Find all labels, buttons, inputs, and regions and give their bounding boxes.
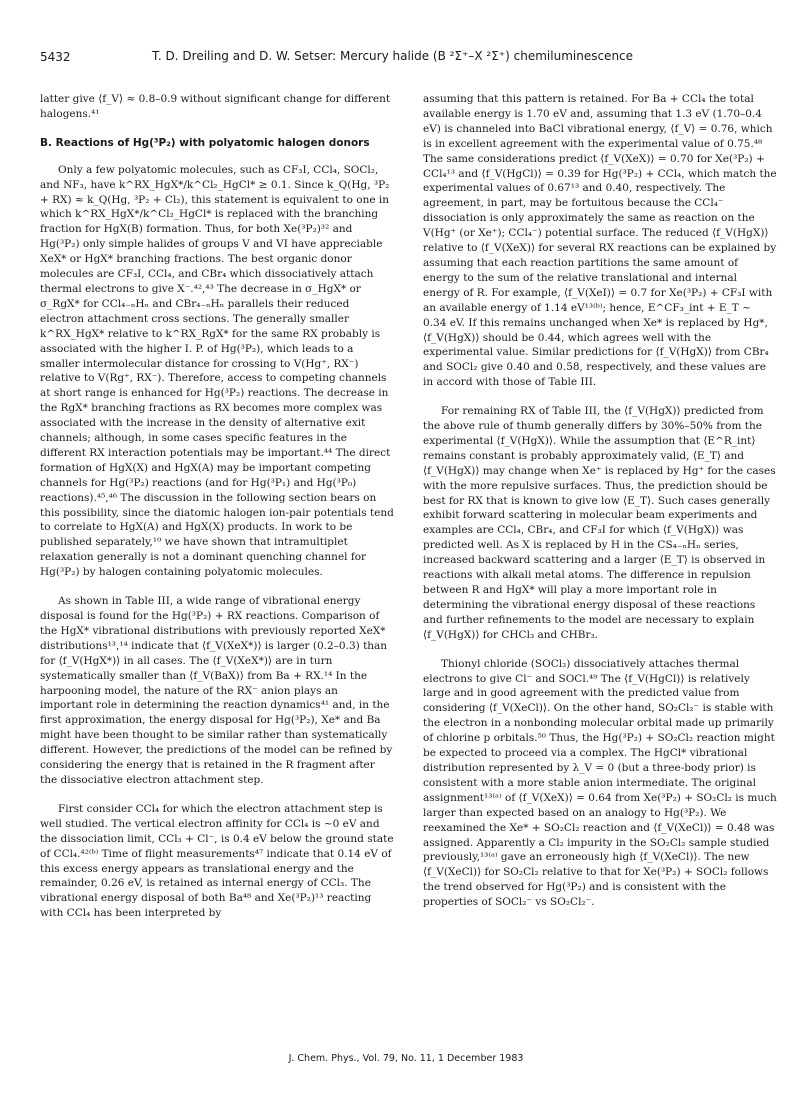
right-column [423, 92, 777, 910]
right-paragraph-1: assuming that this pattern is retained. For Ba + CCl₄ the total available energy is 1.70 eV and, assuming that 1.3 eV (1.70–0.4 eV) is channeled into BaCl vibrational energy, ⟨f_V⟩ = 0.76, which is in excellent agreement with the experimental value of 0.75.⁴⁸ The same considerations predict ⟨f_V(XeX)⟩ = 0.70 for Xe(³P₂) + CCl₄¹³ and ⟨f_V(HgCl)⟩ = 0.39 for Hg(³P₂) + CCl₄, which match the experimental values of 0.67¹³ and 0.40, respectively. The agreement, in part, may be fortuitous because the CCl₄⁻ dissociation is only approximately the same as reaction on the V(Hg⁺ (or Xe⁺); CCl₄⁻) potential surface. The reduced ⟨f_V(HgX)⟩ relative to ⟨f_V(XeX)⟩ for several RX reactions can be explained by assuming that each reaction partitions the same amount of energy to the sum of the relative translational and internal energy of R. For example, ⟨f_V(XeI)⟩ = 0.7 for Xe(³P₂) + CF₃I with an available energy of 1.14 eV¹³⁽ᵇ⁾; hence, E^CF₃_int + E_T ~ 0.34 eV. If this remains unchanged when Xe* is replaced by Hg*, ⟨f_V(HgX)⟩ should be 0.44, which agrees well with the experimental value. Similar predictions for ⟨f_V(HgX)⟩ from CBr₄ and SOCl₂ give 0.40 and 0.58, respectively, and these values are in accord with those of Table III. [423, 93, 777, 389]
left-paragraph-3: First consider CCl₄ for which the electron attachment step is well studied. The vertical electron affinity for CCl₄ is ~0 eV and the dissociation limit, CCl₃ + Cl⁻, is 0.4 eV below the ground state of CCl₄.⁴²⁽ᵇ⁾ Time of flight measurements⁴⁷ indicate that 0.14 eV of this excess energy appears as translational energy and the remainder, 0.26 eV, is retained as internal energy of CCl₃. The vibrational energy disposal of both Ba⁴⁸ and Xe(³P₂)¹³ reacting with CCl₄ has been interpreted by [40, 802, 394, 920]
left-paragraph-1: Only a few polyatomic molecules, such as CF₃I, CCl₄, SOCl₂, and NF₃, have k^RX_HgX*/k^Cl₂_HgCl* ≥ 0.1. Since k_Q(Hg, ³P₂ + RX) ≈ k_Q(Hg, ³P₂ + Cl₂), this statement is equivalent to one in which k^RX_HgX*/k^Cl₂_HgCl* is replaced with the branching fraction for HgX(B) formation. Thus, for both Xe(³P₂)³² and Hg(³P₂) only simple halides of groups V and VI have appreciable XeX* or HgX* branching fractions. The best organic donor molecules are CF₃I, CCl₄, and CBr₄ which dissociatively attach thermal electrons to give X⁻.⁴²,⁴³ The decrease in σ_HgX* or σ_RgX* for CCl₄₋ₙHₙ and CBr₄₋ₙHₙ parallels their reduced electron attachment cross sections. The generally smaller k^RX_HgX* relative to k^RX_RgX* for the same RX probably is associated with the higher I. P. of Hg(³P₂), which leads to a smaller intermolecular distance for crossing to V(Hg⁺, RX⁻) relative to V(Rg⁺, RX⁻). Therefore, access to competing channels at short range is enhanced for Hg(³P₂) reactions. The decrease in the RgX* branching fractions as RX becomes more complex was associated with the increase in the density of alternative exit channels; although, in some cases specific features in the different RX interaction potentials may be important.⁴⁴ The direct formation of HgX(X) and HgX(A) may be important competing channels for Hg(³P₂) reactions (and for Hg(³P₁) and Hg(³P₀) reactions).⁴⁵,⁴⁶ The discussion in the following section bears on this possibility, since the diatomic halogen ion-pair potentials tend to correlate to HgX(A) and HgX(X) products. In work to be published separately,¹⁰ we have shown that intramultiplet relaxation generally is not a dominant quenching channel for Hg(³P₂) by halogen containing polyatomic molecules. [40, 163, 394, 579]
left-column [40, 92, 394, 921]
journal-citation: J. Chem. Phys., Vol. 79, No. 11, 1 December 1983 [288, 1053, 524, 1064]
running-title: T. D. Dreiling and D. W. Setser: Mercury halide (B ²Σ⁺–X ²Σ⁺) chemiluminescence [152, 49, 634, 63]
page-number: 5432 [40, 50, 71, 64]
left-paragraph-2: As shown in Table III, a wide range of vibrational energy disposal is found for the Hg(³P₂) + RX reactions. Comparison of the HgX* vibrational distributions with previously reported XeX* distributions¹³,¹⁴ indicate that ⟨f_V(XeX*)⟩ is larger (0.2–0.3) than for ⟨f_V(HgX*)⟩ in all cases. The ⟨f_V(XeX*)⟩ are in turn systematically smaller than ⟨f_V(BaX)⟩ from Ba + RX.¹⁴ In the harpooning model, the nature of the RX⁻ anion plays an important role in determining the reaction dynamics⁴¹ and, in the first approximation, the energy disposal for Hg(³P₂), Xe* and Ba might have been thought to be similar rather than systematically different. However, the predictions of the model can be refined by considering the energy that is retained in the R fragment after the dissociative electron attachment step. [40, 595, 393, 786]
right-paragraph-2: For remaining RX of Table III, the ⟨f_V(HgX)⟩ predicted from the above rule of thumb generally differs by 30%–50% from the experimental ⟨f_V(HgX)⟩. While the assumption that ⟨E^R_int⟩ remains constant is probably approximately valid, ⟨E_T⟩ and ⟨f_V(HgX)⟩ may change when Xe⁺ is replaced by Hg⁺ for the cases with the more repulsive surfaces. Thus, the prediction should be best for RX that is known to give low ⟨E_T⟩. Such cases generally exhibit forward scattering in molecular beam experiments and examples are CCl₄, CBr₄, and CF₃I for which ⟨f_V(HgX)⟩ was predicted well. As X is replaced by H in the CS₄₋ₙHₙ series, increased backward scattering and a larger ⟨E_T⟩ is observed in reactions with alkali metal atoms. The difference in repulsion between R and HgX* will play a more important role in determining the vibrational energy disposal of these reactions and further refinements to the model are necessary to explain ⟨f_V(HgX)⟩ for CHCl₃ and CHBr₃. [423, 405, 776, 641]
left-paragraph-0: latter give ⟨f_V⟩ ≈ 0.8–0.9 without significant change for different halogens.⁴¹ [40, 93, 391, 120]
right-paragraph-3: Thionyl chloride (SOCl₂) dissociatively attaches thermal electrons to give Cl⁻ and SOCl.⁴⁹ The ⟨f_V(HgCl)⟩ is relatively large and in good agreement with the predicted value from considering ⟨f_V(XeCl)⟩. On the other hand, SO₂Cl₂⁻ is stable with the electron in a nonbonding molecular orbital made up primarily of chlorine p orbitals.⁵⁰ Thus, the Hg(³P₂) + SO₂Cl₂ reaction might be expected to proceed via a complex. The HgCl* vibrational distribution represented by λ_V = 0 (but a three-body prior) is consistent with a more stable anion intermediate. The original assignment¹³⁽ᵃ⁾ of ⟨f_V(XeX)⟩ = 0.64 from Xe(³P₂) + SO₂Cl₂ is much larger than expected based on an analogy to Hg(³P₂). We reexamined the Xe* + SO₂Cl₂ reaction and ⟨f_V(XeCl)⟩ = 0.48 was assigned. Apparently a Cl₂ impurity in the SO₂Cl₂ sample studied previously,¹³⁽ᵃ⁾ gave an erroneously high ⟨f_V(XeCl)⟩. The new ⟨f_V(XeCl)⟩ for SO₂Cl₂ relative to that for Xe(³P₂) + SOCl₂ follows the trend observed for Hg(³P₂) and is consistent with the properties of SOCl₂⁻ vs SO₂Cl₂⁻. [423, 657, 777, 909]
section-heading: B. Reactions of Hg(³P₂) with polyatomic halogen donors [40, 136, 370, 149]
